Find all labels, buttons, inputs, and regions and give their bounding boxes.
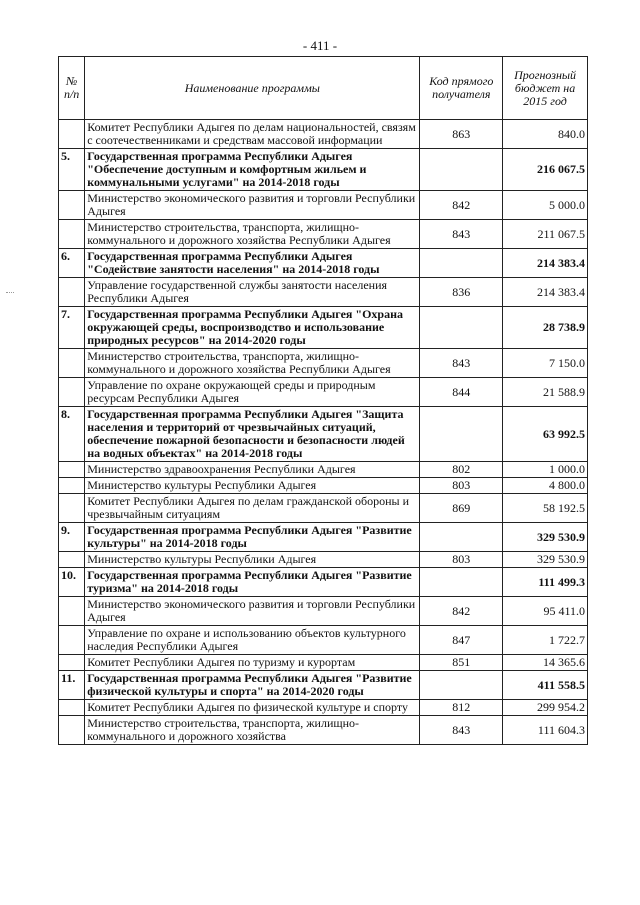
row-number xyxy=(59,478,85,494)
header-num: № п/п xyxy=(59,57,85,120)
margin-mark xyxy=(6,292,14,293)
recipient-code xyxy=(420,407,503,462)
program-name: Управление по охране и использованию объектов культурного наследия Республики Адыгея xyxy=(85,626,420,655)
page-number: - 411 - xyxy=(302,38,338,53)
program-name: Государственная программа Республики Адыгея "Обеспечение доступным и комфортным жильем и коммунальными услугами" на 2014-2018 годы xyxy=(85,149,420,191)
recipient-row xyxy=(59,120,588,149)
row-number xyxy=(59,552,85,568)
recipient-code: 842 xyxy=(420,597,503,626)
program-row xyxy=(59,671,588,700)
recipient-row xyxy=(59,278,588,307)
row-number xyxy=(59,626,85,655)
program-row xyxy=(59,307,588,349)
recipient-code xyxy=(420,523,503,552)
budget-value: 840.0 xyxy=(503,120,588,149)
row-number: 5. xyxy=(59,149,85,191)
table-body xyxy=(59,120,588,745)
row-number xyxy=(59,349,85,378)
budget-value: 21 588.9 xyxy=(503,378,588,407)
budget-value: 211 067.5 xyxy=(503,220,588,249)
row-number xyxy=(59,462,85,478)
recipient-row xyxy=(59,462,588,478)
budget-value: 214 383.4 xyxy=(503,278,588,307)
budget-value: 329 530.9 xyxy=(503,552,588,568)
row-number xyxy=(59,716,85,745)
recipient-row xyxy=(59,655,588,671)
recipient-code: 843 xyxy=(420,349,503,378)
recipient-row xyxy=(59,700,588,716)
row-number xyxy=(59,191,85,220)
recipient-code xyxy=(420,307,503,349)
program-name: Министерство культуры Республики Адыгея xyxy=(85,478,420,494)
recipient-code xyxy=(420,249,503,278)
program-row xyxy=(59,407,588,462)
recipient-code: 869 xyxy=(420,494,503,523)
row-number xyxy=(59,655,85,671)
recipient-row xyxy=(59,494,588,523)
program-name: Министерство строительства, транспорта, жилищно-коммунального и дорожного хозяйства Республики Адыгея xyxy=(85,349,420,378)
program-name: Управление по охране окружающей среды и природным ресурсам Республики Адыгея xyxy=(85,378,420,407)
budget-value: 111 499.3 xyxy=(503,568,588,597)
recipient-row xyxy=(59,349,588,378)
recipient-code: 844 xyxy=(420,378,503,407)
recipient-row xyxy=(59,597,588,626)
program-name: Комитет Республики Адыгея по туризму и курортам xyxy=(85,655,420,671)
budget-table xyxy=(58,56,588,745)
row-number xyxy=(59,494,85,523)
program-name: Министерство экономического развития и торговли Республики Адыгея xyxy=(85,191,420,220)
row-number xyxy=(59,597,85,626)
program-name: Министерство культуры Республики Адыгея xyxy=(85,552,420,568)
recipient-code: 842 xyxy=(420,191,503,220)
recipient-row xyxy=(59,716,588,745)
recipient-code xyxy=(420,568,503,597)
row-number: 11. xyxy=(59,671,85,700)
program-row xyxy=(59,523,588,552)
program-name: Государственная программа Республики Адыгея "Развитие культуры" на 2014-2018 годы xyxy=(85,523,420,552)
budget-value: 1 000.0 xyxy=(503,462,588,478)
row-number xyxy=(59,378,85,407)
recipient-code: 812 xyxy=(420,700,503,716)
recipient-code: 843 xyxy=(420,220,503,249)
budget-value: 329 530.9 xyxy=(503,523,588,552)
budget-value: 28 738.9 xyxy=(503,307,588,349)
header-forecast-budget: Прогнозный бюджет на 2015 год xyxy=(503,57,588,120)
row-number: 9. xyxy=(59,523,85,552)
recipient-row xyxy=(59,626,588,655)
recipient-code: 863 xyxy=(420,120,503,149)
row-number: 10. xyxy=(59,568,85,597)
program-name: Министерство строительства, транспорта, жилищно-коммунального и дорожного хозяйства Республики Адыгея xyxy=(85,220,420,249)
budget-value: 111 604.3 xyxy=(503,716,588,745)
program-name: Государственная программа Республики Адыгея "Содействие занятости населения" на 2014-2018 годы xyxy=(85,249,420,278)
budget-value: 1 722.7 xyxy=(503,626,588,655)
program-name: Государственная программа Республики Адыгея "Защита населения и территорий от чрезвычайных ситуаций, обеспечение пожарной безопасности и безопасности людей на водных объектах" на 2014-2018 годы xyxy=(85,407,420,462)
program-name: Управление государственной службы занятости населения Республики Адыгея xyxy=(85,278,420,307)
program-name: Комитет Республики Адыгея по физической культуре и спорту xyxy=(85,700,420,716)
budget-value: 299 954.2 xyxy=(503,700,588,716)
recipient-row xyxy=(59,478,588,494)
budget-value: 14 365.6 xyxy=(503,655,588,671)
program-name: Комитет Республики Адыгея по делам национальностей, связям с соотечественниками и средствам массовой информации xyxy=(85,120,420,149)
budget-value: 411 558.5 xyxy=(503,671,588,700)
recipient-code: 803 xyxy=(420,478,503,494)
table-header-row xyxy=(59,57,588,120)
recipient-code: 847 xyxy=(420,626,503,655)
recipient-code: 802 xyxy=(420,462,503,478)
program-name: Министерство экономического развития и торговли Республики Адыгея xyxy=(85,597,420,626)
recipient-row xyxy=(59,378,588,407)
program-name: Министерство здравоохранения Республики Адыгея xyxy=(85,462,420,478)
row-number xyxy=(59,700,85,716)
recipient-code xyxy=(420,671,503,700)
budget-value: 216 067.5 xyxy=(503,149,588,191)
row-number xyxy=(59,220,85,249)
header-recipient-code: Код прямого получателя xyxy=(420,57,503,120)
budget-value: 4 800.0 xyxy=(503,478,588,494)
program-name: Министерство строительства, транспорта, жилищно-коммунального и дорожного хозяйства xyxy=(85,716,420,745)
row-number: 7. xyxy=(59,307,85,349)
row-number: 8. xyxy=(59,407,85,462)
recipient-row xyxy=(59,191,588,220)
budget-value: 7 150.0 xyxy=(503,349,588,378)
program-row xyxy=(59,568,588,597)
recipient-row xyxy=(59,552,588,568)
recipient-code: 836 xyxy=(420,278,503,307)
program-row xyxy=(59,149,588,191)
row-number xyxy=(59,120,85,149)
budget-value: 5 000.0 xyxy=(503,191,588,220)
recipient-code xyxy=(420,149,503,191)
recipient-code: 843 xyxy=(420,716,503,745)
header-program-name: Наименование программы xyxy=(85,57,420,120)
row-number: 6. xyxy=(59,249,85,278)
budget-value: 95 411.0 xyxy=(503,597,588,626)
program-name: Государственная программа Республики Адыгея "Развитие физической культуры и спорта" на 2014-2020 годы xyxy=(85,671,420,700)
program-name: Государственная программа Республики Адыгея "Развитие туризма" на 2014-2018 годы xyxy=(85,568,420,597)
program-row xyxy=(59,249,588,278)
row-number xyxy=(59,278,85,307)
recipient-row xyxy=(59,220,588,249)
program-name: Государственная программа Республики Адыгея "Охрана окружающей среды, воспроизводство и использование природных ресурсов" на 2014-2020 годы xyxy=(85,307,420,349)
budget-value: 214 383.4 xyxy=(503,249,588,278)
budget-value: 63 992.5 xyxy=(503,407,588,462)
recipient-code: 803 xyxy=(420,552,503,568)
recipient-code: 851 xyxy=(420,655,503,671)
program-name: Комитет Республики Адыгея по делам гражданской обороны и чрезвычайным ситуациям xyxy=(85,494,420,523)
budget-value: 58 192.5 xyxy=(503,494,588,523)
